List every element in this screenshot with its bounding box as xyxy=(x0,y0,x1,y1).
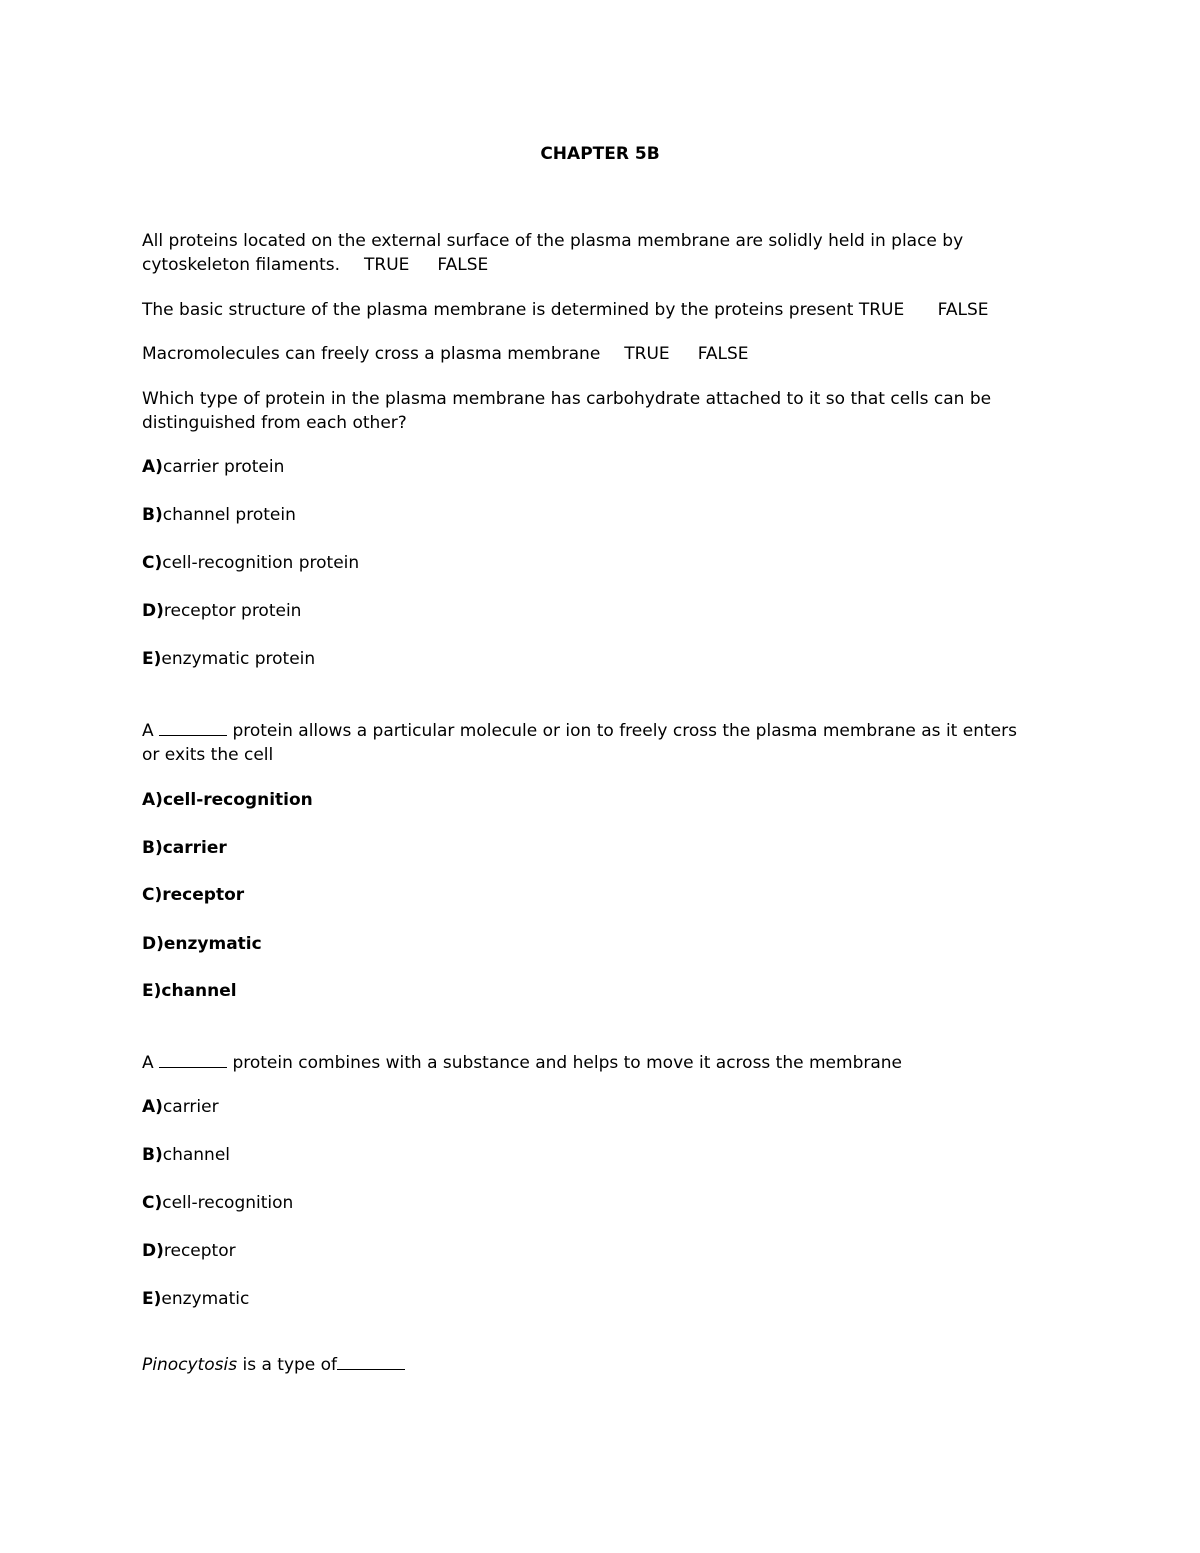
question-7-term: Pinocytosis xyxy=(142,1355,238,1375)
question-1-true: TRUE xyxy=(364,255,410,275)
option-text: cell-recognition xyxy=(162,1193,294,1213)
question-1-line-1: All proteins located on the external surface of the plasma membrane are solidly held in place by xyxy=(142,231,964,251)
question-5-option-d xyxy=(142,932,1062,956)
option-letter: C) xyxy=(142,553,163,573)
question-6-option-d xyxy=(142,1239,1062,1263)
question-5 xyxy=(142,719,1082,767)
option-letter: B) xyxy=(142,1145,163,1165)
option-text: carrier xyxy=(162,1097,219,1117)
question-5-text: protein allows a particular molecule or ion to freely cross the plasma membrane as it enters xyxy=(232,721,1017,741)
question-4-option-e xyxy=(142,647,1062,671)
option-letter: E) xyxy=(142,649,162,669)
question-4-option-b xyxy=(142,503,1062,527)
question-2-false: FALSE xyxy=(937,300,989,320)
option-text: enzymatic protein xyxy=(161,649,316,669)
option-letter: B) xyxy=(142,838,163,858)
question-6-option-c xyxy=(142,1191,1062,1215)
question-6-prefix: A xyxy=(142,1053,154,1073)
option-letter: C) xyxy=(142,885,163,905)
question-5-line-2: or exits the cell xyxy=(142,745,274,765)
option-text: carrier protein xyxy=(162,457,285,477)
answer-blank xyxy=(159,1053,227,1068)
question-6 xyxy=(142,1051,1082,1075)
question-2-text: The basic structure of the plasma membrane is determined by the proteins present xyxy=(142,300,854,320)
question-3-false: FALSE xyxy=(697,344,749,364)
question-2 xyxy=(142,298,1142,322)
question-3 xyxy=(142,342,1062,366)
option-letter: C) xyxy=(142,1193,163,1213)
option-text: channel xyxy=(161,981,237,1001)
option-text: cell-recognition protein xyxy=(162,553,360,573)
question-4 xyxy=(142,387,1062,435)
option-letter: B) xyxy=(142,505,163,525)
question-5-option-a xyxy=(142,788,1062,812)
question-5-line-1 xyxy=(142,719,1082,743)
question-6-option-b xyxy=(142,1143,1062,1167)
chapter-title: CHAPTER 5B xyxy=(540,144,660,164)
question-7-text: is a type of xyxy=(242,1355,338,1375)
option-text: cell-recognition xyxy=(162,790,313,810)
question-4-option-a xyxy=(142,455,1062,479)
question-5-option-e xyxy=(142,979,1062,1003)
question-7 xyxy=(142,1353,1062,1377)
option-letter: A) xyxy=(142,790,163,810)
option-letter: A) xyxy=(142,457,163,477)
option-text: receptor xyxy=(163,1241,236,1261)
option-letter: D) xyxy=(142,934,164,954)
question-1 xyxy=(142,229,1062,277)
question-3-true: TRUE xyxy=(624,344,670,364)
question-3-text: Macromolecules can freely cross a plasma membrane xyxy=(142,344,601,364)
option-letter: D) xyxy=(142,1241,164,1261)
question-1-line-2 xyxy=(142,253,1062,277)
option-text: channel protein xyxy=(162,505,296,525)
question-1-text: cytoskeleton filaments. xyxy=(142,255,341,275)
question-4-line-1: Which type of protein in the plasma membrane has carbohydrate attached to it so that cells can be xyxy=(142,389,992,409)
question-6-option-e xyxy=(142,1287,1062,1311)
question-2-true: TRUE xyxy=(858,300,905,320)
question-1-false: FALSE xyxy=(437,255,489,275)
option-text: receptor protein xyxy=(163,601,302,621)
question-6-text: protein combines with a substance and helps to move it across the membrane xyxy=(232,1053,902,1073)
question-5-option-c xyxy=(142,883,1062,907)
question-4-option-c xyxy=(142,551,1062,575)
question-6-option-a xyxy=(142,1095,1062,1119)
option-text: enzymatic xyxy=(161,1289,250,1309)
question-4-line-2: distinguished from each other? xyxy=(142,413,407,433)
option-letter: D) xyxy=(142,601,164,621)
question-4-option-d xyxy=(142,599,1062,623)
option-letter: E) xyxy=(142,1289,162,1309)
answer-blank xyxy=(337,1355,405,1370)
option-letter: A) xyxy=(142,1097,163,1117)
option-text: enzymatic xyxy=(163,934,262,954)
option-text: carrier xyxy=(162,838,227,858)
option-letter: E) xyxy=(142,981,162,1001)
question-5-option-b xyxy=(142,836,1062,860)
question-5-prefix: A xyxy=(142,721,154,741)
option-text: channel xyxy=(162,1145,231,1165)
answer-blank xyxy=(159,721,227,736)
option-text: receptor xyxy=(162,885,245,905)
